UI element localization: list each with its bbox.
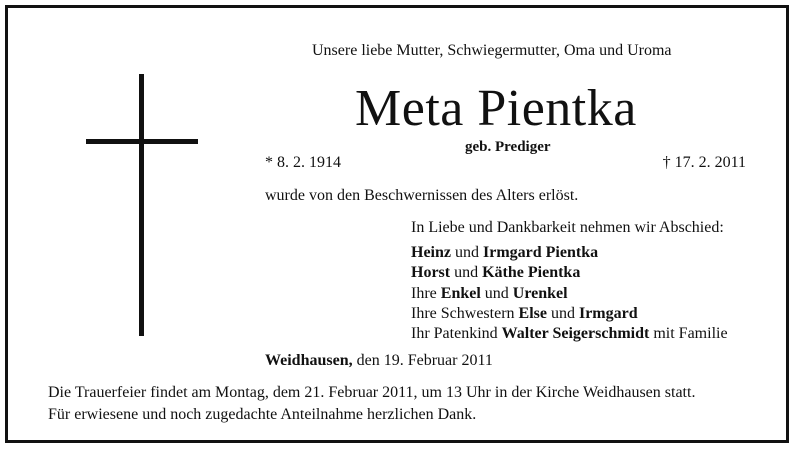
mourner-connector: und (450, 264, 483, 281)
mourner-name: Irmgard (578, 305, 638, 322)
obituary-frame (5, 5, 789, 443)
cross-icon-bar (86, 139, 198, 144)
cross-icon (139, 74, 144, 336)
maiden-name: geb. Prediger (465, 139, 551, 155)
thanks-line: Für erwiesene und noch zugedachte Anteilnahme herzlichen Dank. (48, 406, 477, 423)
deceased-name: Meta Pientka (355, 80, 637, 137)
mourner-name: Else (518, 305, 547, 322)
funeral-info: Die Trauerfeier findet am Montag, dem 21. Februar 2011, um 13 Uhr in der Kirche Weidhausen statt. (48, 384, 696, 401)
mourner-connector: und (480, 285, 513, 302)
intro-line: Unsere liebe Mutter, Schwiegermutter, Oma und Uroma (312, 42, 672, 59)
mourner-line (411, 324, 728, 343)
mourner-connector: und (546, 305, 579, 322)
mourner-line (411, 284, 568, 303)
mourner-name: Horst (411, 264, 451, 281)
farewell-line: In Liebe und Dankbarkeit nehmen wir Abschied: (411, 219, 724, 236)
mourner-name: Käthe Pientka (482, 264, 581, 281)
mourner-suffix: mit Familie (649, 325, 728, 342)
mourner-name: Enkel (440, 285, 481, 302)
mourner-prefix: Ihre (411, 285, 441, 302)
mourner-prefix: Ihr Patenkind (411, 325, 502, 342)
mourner-name: Walter Seigerschmidt (501, 325, 650, 342)
place-name: Weidhausen, (265, 352, 353, 369)
mourner-line (411, 263, 580, 282)
notice-date: den 19. Februar 2011 (352, 352, 493, 369)
released-line: wurde von den Beschwernissen des Alters erlöst. (265, 187, 579, 204)
mourner-name: Urenkel (512, 285, 568, 302)
mourner-name: Heinz (411, 244, 451, 261)
mourner-line (411, 243, 598, 262)
mourner-line (411, 304, 638, 323)
place-date-line (265, 352, 493, 370)
death-date: † 17. 2. 2011 (662, 154, 746, 171)
mourner-prefix: Ihre Schwestern (411, 305, 519, 322)
mourner-name: Irmgard Pientka (483, 244, 599, 261)
birth-date: * 8. 2. 1914 (265, 154, 341, 171)
mourner-connector: und (451, 244, 483, 261)
